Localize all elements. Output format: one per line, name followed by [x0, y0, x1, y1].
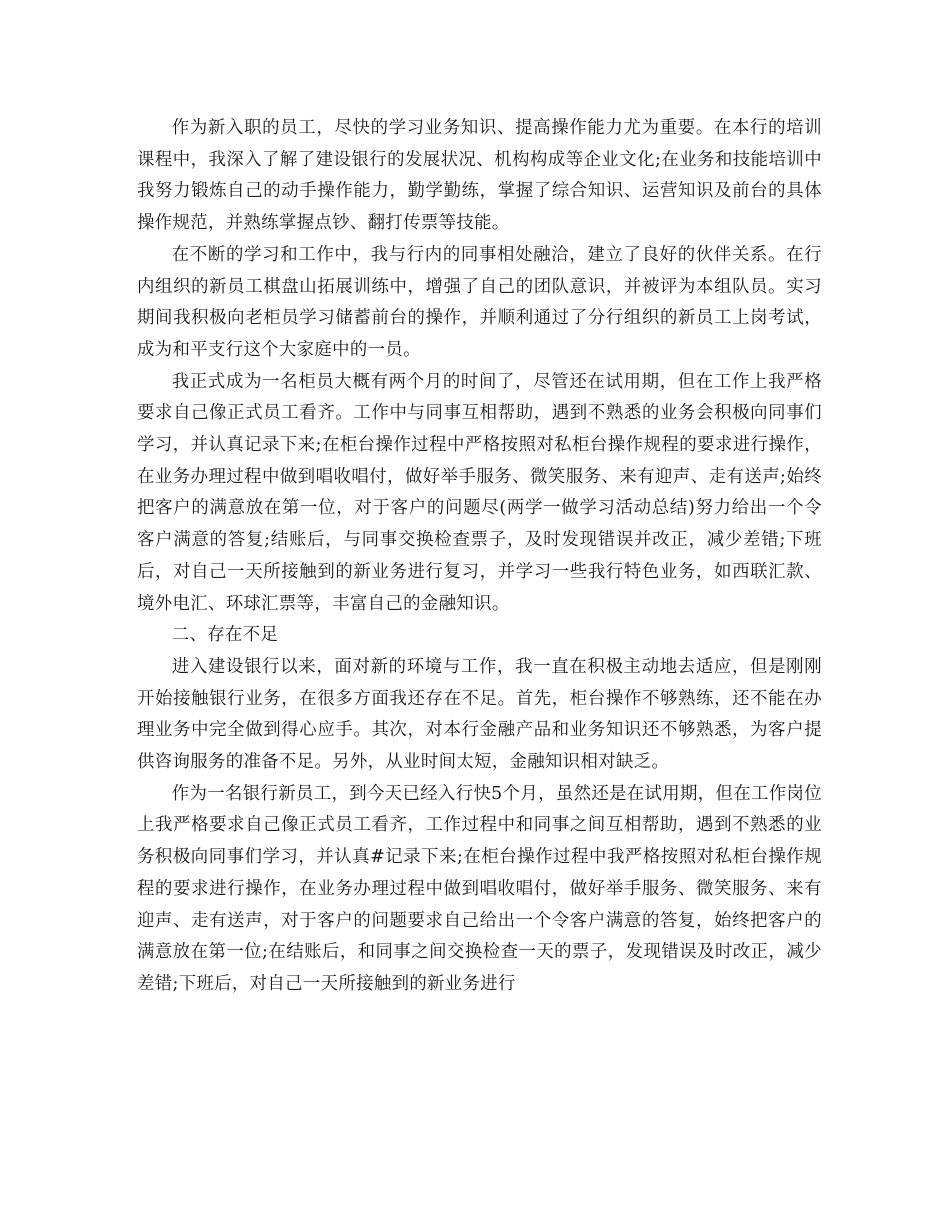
paragraph-1: 作为新入职的员工，尽快的学习业务知识、提高操作能力尤为重要。在本行的培训课程中，我深入了解了建设银行的发展状况、机构构成等企业文化;在业务和技能培训中我努力锻炼自己的动手操作能力，勤学勤练，掌握了综合知识、运营知识及前台的具体操作规范，并熟练掌握点钞、翻打传票等技能。 [137, 118, 822, 234]
paragraph-2: 在不断的学习和工作中，我与行内的同事相处融洽，建立了良好的伙伴关系。在行内组织的新员工棋盘山拓展训练中，增强了自己的团队意识，并被评为本组队员。实习期间我积极向老柜员学习储蓄前台的操作，并顺利通过了分行组织的新员工上岗考试，成为和平支行这个大家庭中的一员。 [137, 244, 822, 360]
paragraph-5: 作为一名银行新员工，到今天已经入行快5个月，虽然还是在试用期，但在工作岗位上我严格要求自己像正式员工看齐，工作过程中和同事之间互相帮助，遇到不熟悉的业务积极向同事们学习，并认真#记录下来;在柜台操作过程中我严格按照对私柜台操作规程的要求进行操作，在业务办理过程中做到唱收唱付，做好举手服务、微笑服务、来有迎声、走有送声，对于客户的问题要求自己给出一个令客户满意的答复，始终把客户的满意放在第一位;在结账后，和同事之间交换检查一天的票子，发现错误及时改正，减少差错;下班后，对自己一天所接触到的新业务进行 [137, 783, 822, 994]
paragraph-3: 我正式成为一名柜员大概有两个月的时间了，尽管还在试用期，但在工作上我严格要求自己像正式员工看齐。工作中与同事互相帮助，遇到不熟悉的业务会积极向同事们学习，并认真记录下来;在柜台操作过程中严格按照对私柜台操作规程的要求进行操作，在业务办理过程中做到唱收唱付，做好举手服务、微笑服务、来有迎声、走有送声;始终把客户的满意放在第一位，对于客户的问题尽(两学一做学习活动总结)努力给出一个令客户满意的答复;结账后，与同事交换检查票子，及时发现错误并改正，减少差错;下班后，对自己一天所接触到的新业务进行复习，并学习一些我行特色业务，如西联汇款、境外电汇、环球汇票等，丰富自己的金融知识。 [137, 371, 822, 614]
paragraph-4: 进入建设银行以来，面对新的环境与工作，我一直在积极主动地去适应，但是刚刚开始接触银行业务，在很多方面我还存在不足。首先，柜台操作不够熟练，还不能在办理业务中完全做到得心应手。其次，对本行金融产品和业务知识还不够熟悉，为客户提供咨询服务的准备不足。另外，从业时间太短，金融知识相对缺乏。 [137, 656, 822, 773]
document-body [137, 113, 822, 1001]
section-heading: 二、存在不足 [171, 625, 279, 646]
